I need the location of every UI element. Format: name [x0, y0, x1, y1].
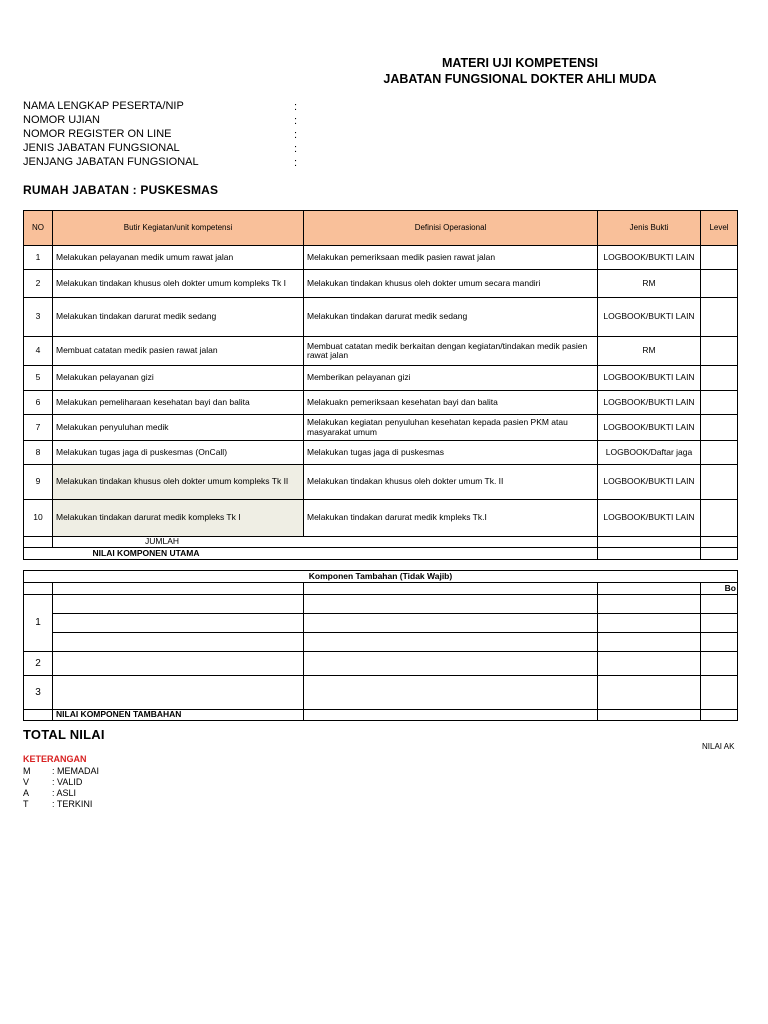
document-subtitle: JABATAN FUNGSIONAL DOKTER AHLI MUDA: [383, 72, 657, 86]
extra-row-no: 2: [24, 652, 53, 676]
row-bukti: LOGBOOK/BUKTI LAIN: [598, 366, 701, 391]
table-row: [24, 391, 738, 415]
row-definisi: Melakukan tindakan khusus oleh dokter umum secara mandiri: [304, 270, 598, 298]
row-no: 8: [24, 441, 53, 465]
nilai-akhir-label: NILAI AK: [702, 742, 735, 751]
row-no: 1: [24, 246, 53, 270]
row-butir: Melakukan pemeliharaan kesehatan bayi dan balita: [53, 391, 304, 415]
nilai-tambahan-label: NILAI KOMPONEN TAMBAHAN: [53, 710, 304, 721]
row-definisi: Membuat catatan medik berkaitan dengan kegiatan/tindakan medik pasien rawat jalan: [304, 337, 598, 366]
keterangan-desc: : ASLI: [52, 788, 77, 798]
keterangan-desc: : VALID: [52, 777, 83, 787]
info-label: NOMOR REGISTER ON LINE: [23, 128, 172, 140]
table-row: [24, 595, 738, 614]
info-label: NOMOR UJIAN: [23, 114, 100, 126]
row-butir: Melakukan pelayanan gizi: [53, 366, 304, 391]
row-level-cell[interactable]: [701, 337, 738, 366]
nilai-utama-label: NILAI KOMPONEN UTAMA: [53, 548, 598, 560]
row-definisi: Melakukan tindakan darurat medik kmpleks Tk.I: [304, 500, 598, 537]
keterangan-code: M: [23, 766, 31, 776]
row-level-cell[interactable]: [701, 500, 738, 537]
row-definisi: Melakukan tindakan khusus oleh dokter umum Tk. II: [304, 465, 598, 500]
row-bukti: LOGBOOK/BUKTI LAIN: [598, 298, 701, 337]
row-bukti: RM: [598, 270, 701, 298]
row-definisi: Melakukan kegiatan penyuluhan kesehatan kepada pasien PKM atau masyarakat umum: [304, 415, 598, 441]
row-definisi: Melakukan pemeriksaan medik pasien rawat jalan: [304, 246, 598, 270]
col-header-butir: Butir Kegiatan/unit kompetensi: [53, 211, 304, 246]
row-level-cell[interactable]: [701, 246, 738, 270]
row-no: 10: [24, 500, 53, 537]
table-row: [24, 366, 738, 391]
col-header-definisi: Definisi Operasional: [304, 211, 598, 246]
row-no: 9: [24, 465, 53, 500]
row-level-cell[interactable]: [701, 366, 738, 391]
table-row: [24, 614, 738, 633]
rumah-jabatan-heading: RUMAH JABATAN : PUSKESMAS: [23, 183, 219, 197]
table-row: [24, 298, 738, 337]
total-nilai-heading: TOTAL NILAI: [23, 727, 105, 742]
keterangan-code: V: [23, 777, 30, 787]
table-row: [24, 633, 738, 652]
extra-table-title: Komponen Tambahan (Tidak Wajib): [24, 571, 738, 583]
extra-bobot-header: Bo: [701, 583, 738, 595]
table-header-row: [24, 211, 738, 246]
row-definisi: Melakukan tugas jaga di puskesmas: [304, 441, 598, 465]
keterangan-code: T: [23, 799, 29, 809]
keterangan-code: A: [23, 788, 30, 798]
row-butir: Melakukan tindakan khusus oleh dokter umum kompleks Tk I: [53, 270, 304, 298]
row-butir: Melakukan tugas jaga di puskesmas (OnCall): [53, 441, 304, 465]
row-bukti: RM: [598, 337, 701, 366]
row-no: 7: [24, 415, 53, 441]
row-level-cell[interactable]: [701, 415, 738, 441]
row-bukti: LOGBOOK/BUKTI LAIN: [598, 465, 701, 500]
table-row: [24, 415, 738, 441]
row-level-cell[interactable]: [701, 270, 738, 298]
table-row: [24, 337, 738, 366]
row-definisi: Melakuakn pemeriksaan kesehatan bayi dan balita: [304, 391, 598, 415]
info-label: JENIS JABATAN FUNGSIONAL: [23, 142, 180, 154]
table-row: [24, 500, 738, 537]
row-butir: Melakukan pelayanan medik umum rawat jalan: [53, 246, 304, 270]
col-header-level: Level: [701, 211, 738, 246]
jumlah-label: JUMLAH: [53, 537, 598, 548]
row-level-cell[interactable]: [701, 298, 738, 337]
col-header-bukti: Jenis Bukti: [598, 211, 701, 246]
info-colon: :: [294, 143, 298, 155]
main-competency-table: [23, 210, 738, 560]
row-level-cell[interactable]: [701, 391, 738, 415]
table-row: [24, 246, 738, 270]
nilai-utama-row: [24, 548, 738, 560]
nilai-tambahan-row: [24, 710, 738, 721]
table-row: [24, 270, 738, 298]
document-title: MATERI UJI KOMPETENSI: [441, 56, 599, 70]
row-no: 3: [24, 298, 53, 337]
info-colon: :: [294, 101, 298, 113]
table-row: [24, 652, 738, 676]
jumlah-row: [24, 537, 738, 548]
extra-subheader-row: [24, 583, 738, 595]
row-no: 6: [24, 391, 53, 415]
col-header-no: NO: [24, 211, 53, 246]
row-bukti: LOGBOOK/BUKTI LAIN: [598, 500, 701, 537]
row-bukti: LOGBOOK/BUKTI LAIN: [598, 391, 701, 415]
row-no: 4: [24, 337, 53, 366]
row-butir: Melakukan tindakan darurat medik sedang: [53, 298, 304, 337]
row-definisi: Melakukan tindakan darurat medik sedang: [304, 298, 598, 337]
keterangan-desc: : MEMADAI: [52, 766, 100, 776]
extra-title-row: [24, 571, 738, 583]
row-no: 2: [24, 270, 53, 298]
row-bukti: LOGBOOK/Daftar jaga: [598, 441, 701, 465]
keterangan-desc: : TERKINI: [52, 799, 93, 809]
keterangan-heading: KETERANGAN: [23, 754, 87, 764]
info-label: NAMA LENGKAP PESERTA/NIP: [23, 100, 184, 112]
info-label: JENJANG JABATAN FUNGSIONAL: [23, 156, 199, 168]
row-butir: Melakukan tindakan darurat medik kompleks Tk I: [53, 500, 304, 537]
row-no: 5: [24, 366, 53, 391]
table-row: [24, 441, 738, 465]
row-butir: Membuat catatan medik pasien rawat jalan: [53, 337, 304, 366]
info-colon: :: [294, 157, 298, 169]
info-colon: :: [294, 115, 298, 127]
extra-row-no: 3: [24, 676, 53, 710]
extra-component-table: [23, 570, 738, 721]
row-bukti: LOGBOOK/BUKTI LAIN: [598, 246, 701, 270]
table-row: [24, 676, 738, 710]
row-bukti: LOGBOOK/BUKTI LAIN: [598, 415, 701, 441]
row-butir: Melakukan penyuluhan medik: [53, 415, 304, 441]
table-row: [24, 465, 738, 500]
row-butir: Melakukan tindakan khusus oleh dokter umum kompleks Tk II: [53, 465, 304, 500]
info-colon: :: [294, 129, 298, 141]
row-level-cell[interactable]: [701, 465, 738, 500]
extra-row-no: 1: [24, 595, 53, 652]
row-level-cell[interactable]: [701, 441, 738, 465]
row-definisi: Memberikan pelayanan gizi: [304, 366, 598, 391]
